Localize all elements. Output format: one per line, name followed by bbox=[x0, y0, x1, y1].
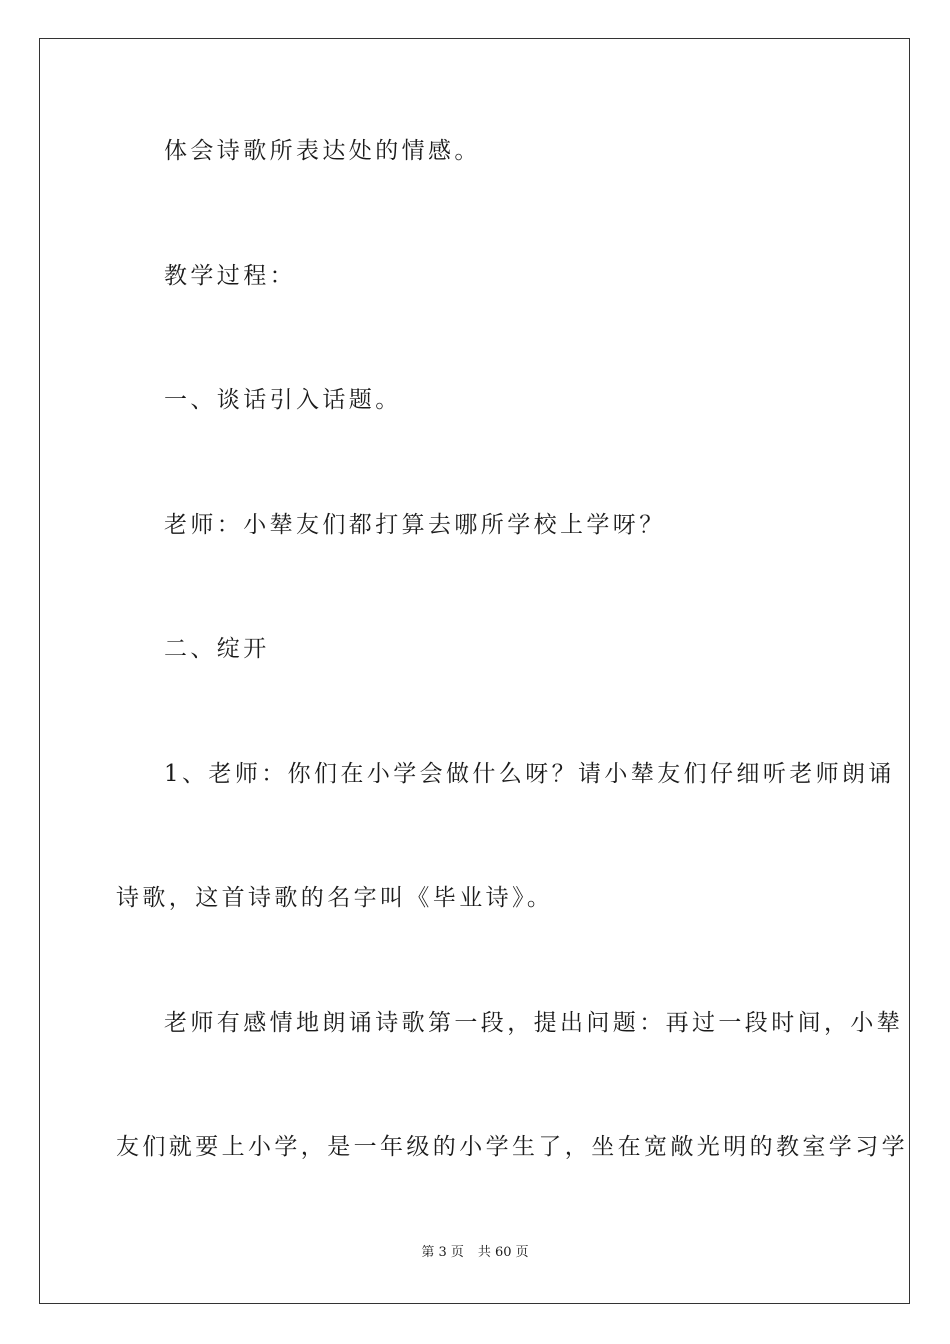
paragraph-line: 教学过程： bbox=[164, 263, 296, 289]
section-heading: 一、谈话引入话题。 bbox=[164, 387, 402, 413]
section-heading: 二、绽开 bbox=[164, 636, 270, 662]
paragraph-line: 1、老师：你们在小学会做什么呀？请小辇友们仔细听老师朗诵 bbox=[164, 761, 895, 787]
paragraph-line: 老师有感情地朗诵诗歌第一段，提出问题：再过一段时间，小辇 bbox=[164, 1010, 904, 1036]
paragraph-line: 体会诗歌所表达处的情感。 bbox=[164, 138, 481, 164]
page-total: 共 60 页 bbox=[477, 1245, 529, 1260]
page-footer bbox=[0, 1244, 950, 1262]
paragraph-line: 诗歌，这首诗歌的名字叫《毕业诗》。 bbox=[116, 885, 554, 911]
page-number: 第 3 页 bbox=[421, 1245, 464, 1260]
page-border bbox=[39, 38, 910, 1304]
paragraph-line: 老师：小辇友们都打算去哪所学校上学呀？ bbox=[164, 512, 666, 538]
paragraph-line: 友们就要上小学，是一年级的小学生了，坐在宽敞光明的教室学习学 bbox=[116, 1134, 908, 1160]
